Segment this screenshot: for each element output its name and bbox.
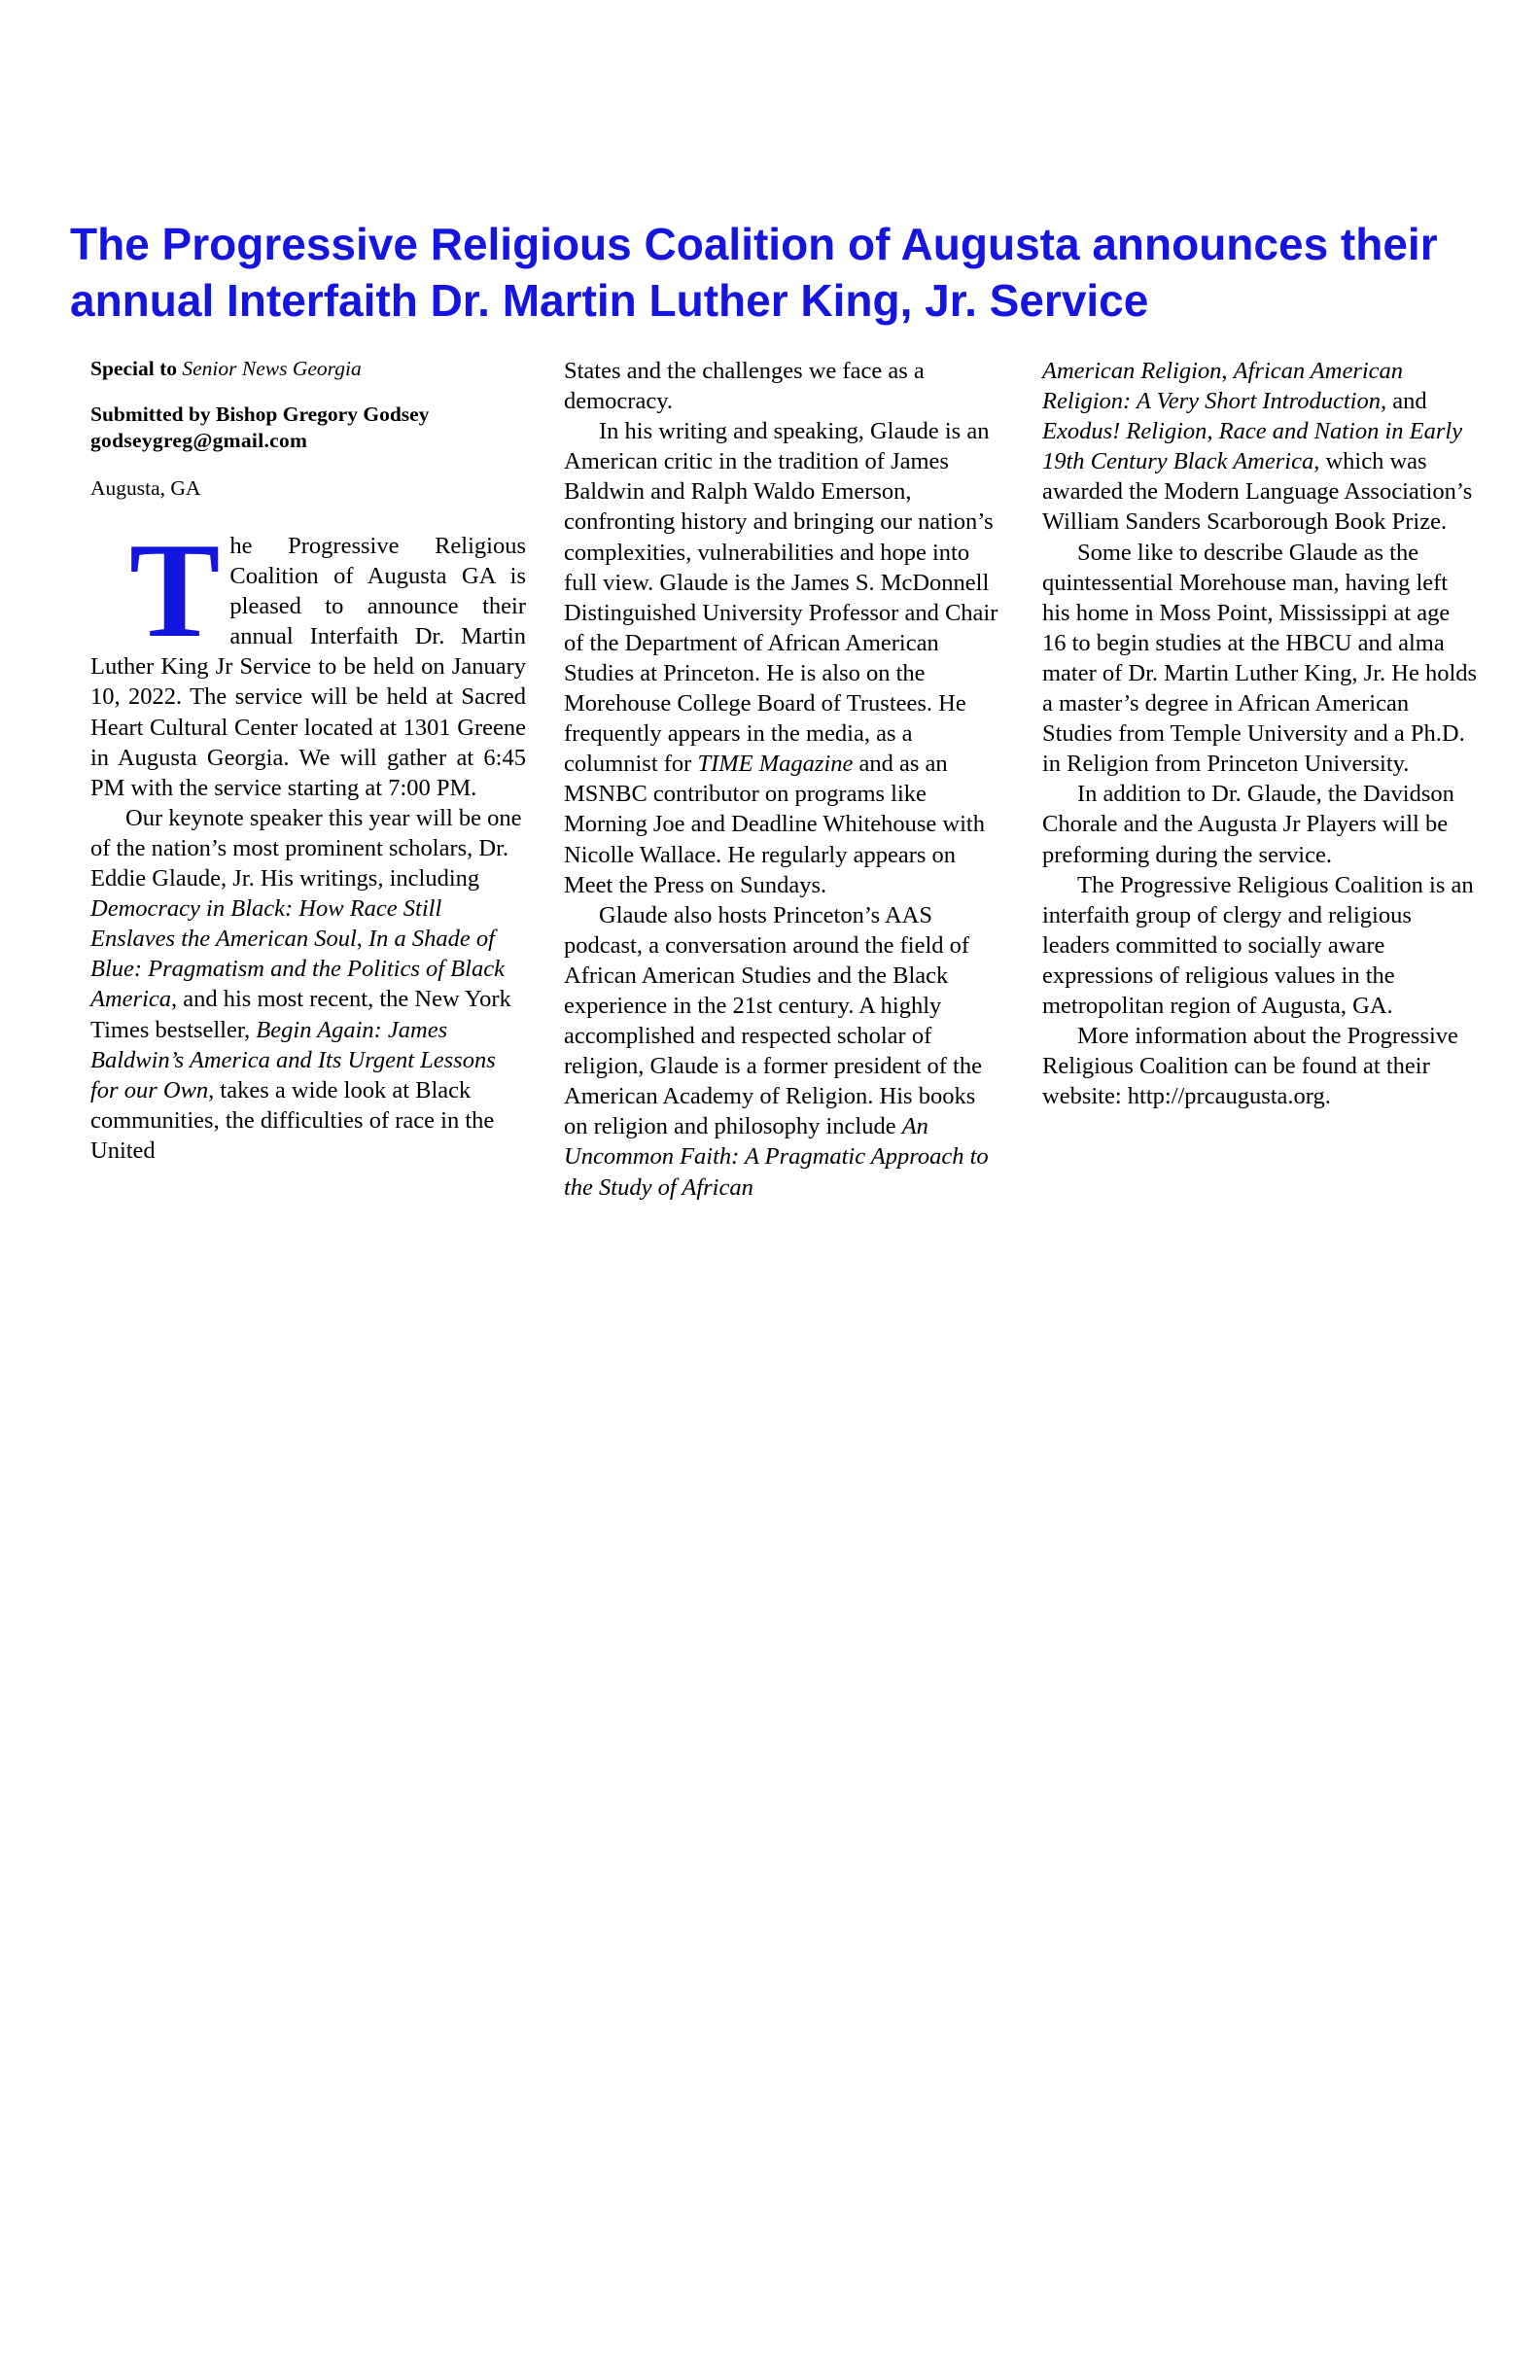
special-to-line [90, 356, 526, 382]
article-column-3 [1042, 356, 1478, 1111]
paragraph-keynote-speaker [90, 803, 526, 1166]
text-run: , and [1380, 388, 1427, 415]
publication-name: Senior News Georgia [182, 357, 362, 380]
book-title: An Uncommon Faith: A Pragmatic Approach to the Study of African [564, 1113, 989, 1201]
paragraph-podcast [564, 900, 999, 1203]
text-run: , which was awarded the Modern Language Association’s William Sanders Scarborough Book Prize. [1042, 448, 1473, 536]
paragraph-coalition: The Progressive Religious Coalition is an interfaith group of clergy and religious leaders committed to socially aware expressions of religious values in the metropolitan region of Augusta, GA. [1042, 871, 1474, 1019]
special-prefix: Special to [90, 357, 183, 380]
book-title: Exodus! Religion, Race and Nation in Early 19th Century Black America [1042, 418, 1463, 475]
paragraph-keynote-continued: States and the challenges we face as a democracy. [564, 358, 925, 415]
article-headline: The Progressive Religious Coalition of Augusta announces their annual Interfaith Dr. Martin Luther King, Jr. Service [70, 219, 1438, 326]
text-run: Glaude also hosts Princeton’s AAS podcast, a conversation around the field of African American Studies and the Black experience in the 21st century. A highly accomplished and respected scholar of religion, Glaude is a former president of the American Academy of Religion. His books on religion and philosophy include [564, 901, 982, 1140]
article-column-1 [90, 356, 526, 1166]
text-run: , [356, 926, 369, 953]
lead-paragraph-text: he Progressive Religious Coalition of Augusta GA is pleased to announce their annual Interfaith Dr. Martin Luther King Jr Service to be held on January 10, 2022. The service will be held at Sacred Heart Cultural Center located at 1301 Greene in Augusta Georgia. We will gather at 6:45 PM with the service starting at 7:00 PM. [90, 533, 526, 801]
magazine-title: TIME Magazine [697, 751, 854, 778]
book-title: American Religion [1042, 358, 1222, 384]
book-title: Begin Again: James Baldwin’s America and Its Urgent Lessons for our Own [90, 1016, 496, 1103]
text-run: , takes a wide look at Black communities, the difficulties of race in the United [90, 1076, 495, 1164]
book-title: African American Religion: A Very Short Introduction [1042, 358, 1404, 415]
text-run: and as an MSNBC contributor on programs like Morning Joe and Deadline Whitehouse with Nicolle Wallace. He regularly appears on Meet the Press on Sundays. [564, 751, 985, 898]
article-column-2 [564, 356, 999, 1203]
author-email: godseygreg@gmail.com [90, 429, 308, 452]
paragraph-performers: In addition to Dr. Glaude, the Davidson Chorale and the Augusta Jr Players will be preforming during the service. [1042, 781, 1454, 868]
paragraph-critic [564, 416, 999, 900]
submitted-by-block [90, 402, 526, 454]
book-title: Democracy in Black: How Race Still Enslaves the American Soul [90, 895, 442, 953]
paragraph-website: More information about the Progressive Religious Coalition can be found at their website: http://prcaugusta.org. [1042, 1023, 1458, 1110]
dateline: Augusta, GA [90, 476, 201, 500]
paragraph-podcast-continued [1042, 356, 1478, 538]
drop-cap: T [129, 515, 221, 666]
book-title: In a Shade of Blue: Pragmatism and the Politics of Black America [90, 926, 505, 1013]
text-run: , [1221, 358, 1234, 384]
text-run: Our keynote speaker this year will be one of the nation’s most prominent scholars, Dr. Eddie Glaude, Jr. His writings, including [90, 804, 522, 892]
submitted-by-text: Submitted by Bishop Gregory Godsey [90, 402, 430, 426]
lead-paragraph [90, 515, 526, 803]
text-run: , and his most recent, the New York Times bestseller, [90, 986, 511, 1043]
paragraph-morehouse: Some like to describe Glaude as the quintessential Morehouse man, having left his home in Moss Point, Mississippi at age 16 to begin studies at the HBCU and alma mater of Dr. Martin Luther King, Jr. He holds a master’s degree in African American Studies from Temple University and a Ph.D. in Religion from Princeton University. [1042, 539, 1478, 778]
text-run: In his writing and speaking, Glaude is an American critic in the tradition of James Baldwin and Ralph Waldo Emerson, confronting history and bringing our nation’s complexities, vulnerabilities and hope into full view. Glaude is the James S. McDonnell Distinguished University Professor and Chair of the Department of African American Studies at Princeton. He is also on the Morehouse College Board of Trustees. He frequently appears in the media, as a columnist for [564, 418, 998, 778]
